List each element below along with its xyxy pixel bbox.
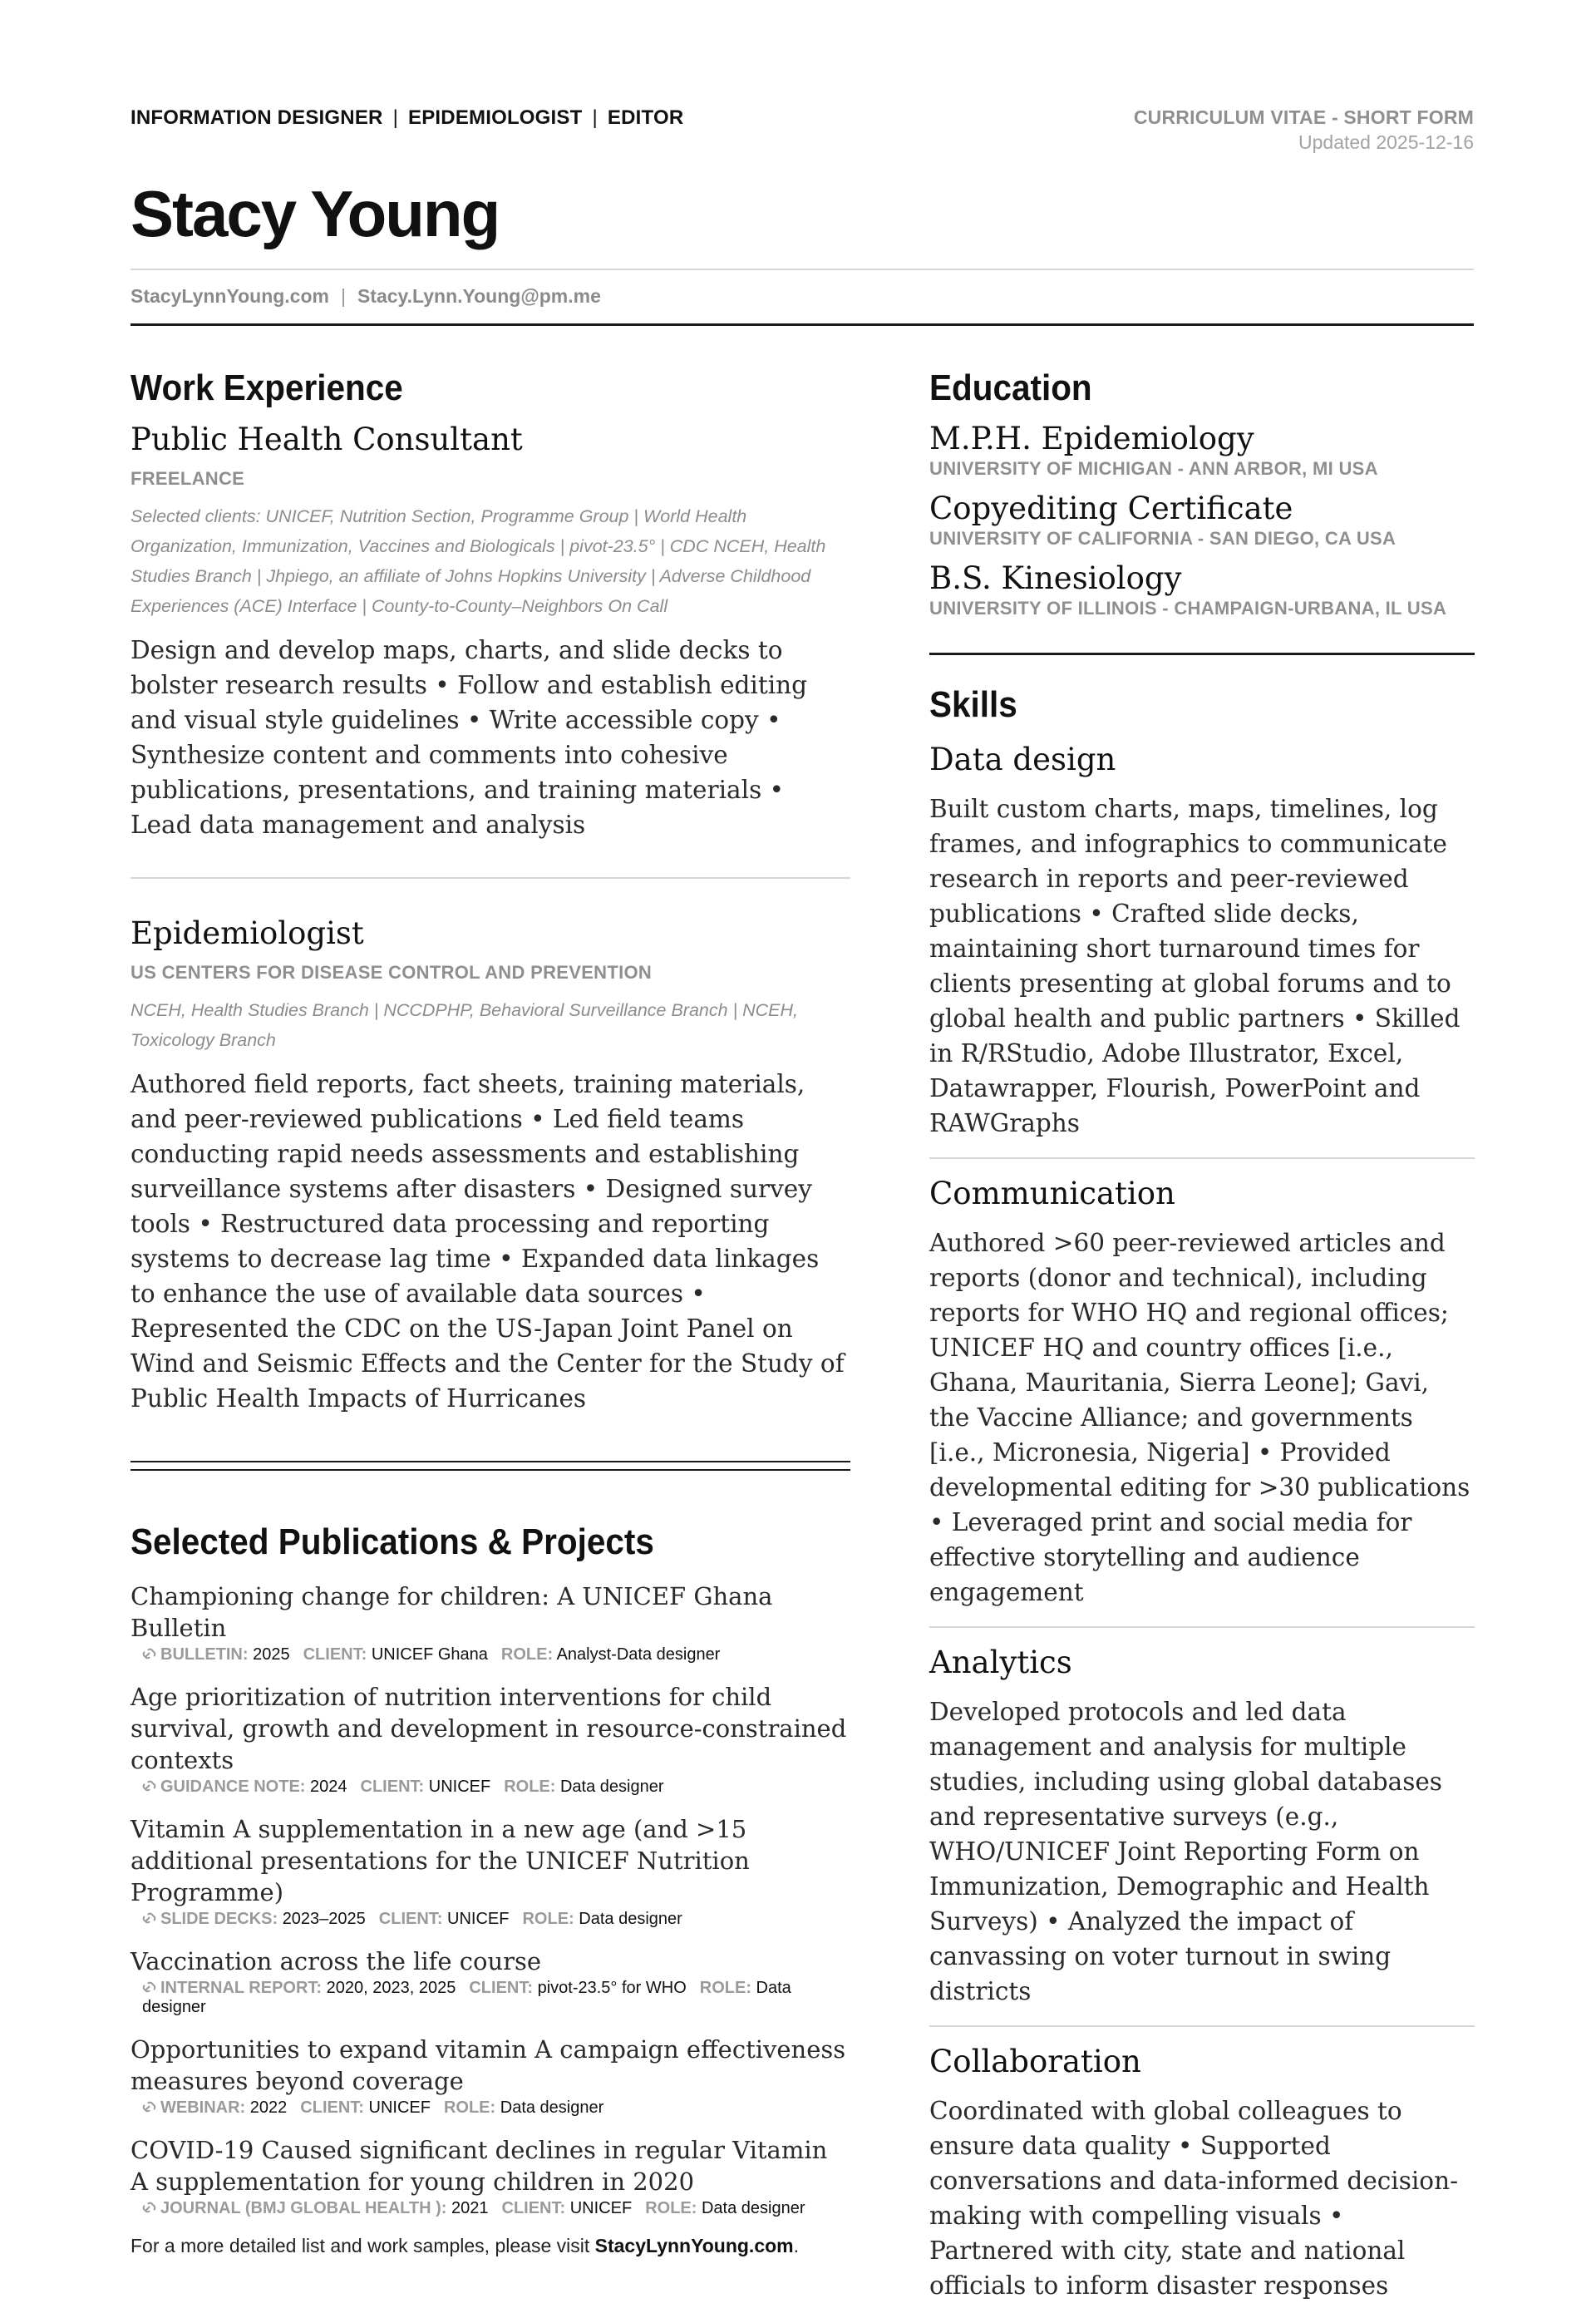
cv-page <box>131 0 1474 2300</box>
left-column <box>131 363 850 2257</box>
job-description: Design and develop maps, charts, and slide decks to bolster research results • Follow and establish editing and visual style guidelines • Write accessible copy • Synthesize content and comments into cohesive publications, presentations, and training materials • Lead data management and analysis <box>131 636 808 839</box>
job-clients: NCEH, Health Studies Branch | NCCDPHP, Behavioral Surveillance Branch | NCEH, Toxicology Branch <box>131 1000 799 1050</box>
publication-item <box>131 2134 850 2218</box>
degree: B.S. Kinesiology <box>929 560 1182 596</box>
cv-label: CURRICULUM VITAE - SHORT FORM <box>1133 106 1474 128</box>
publication-title: Vitamin A supplementation in a new age (and >15 additional presentations for the UNICEF Nutrition Programme) <box>131 1815 750 1906</box>
updated-date: Updated 2025-12-16 <box>1298 131 1474 153</box>
title-2: EPIDEMIOLOGIST <box>408 106 583 129</box>
degree: M.P.H. Epidemiology <box>929 421 1254 456</box>
skill-title: Data design <box>929 742 1116 777</box>
publication-item <box>131 2034 850 2118</box>
section-divider <box>929 1626 1475 1628</box>
publication-meta: INTERNAL REPORT: 2020, 2023, 2025 CLIENT: pivot-23.5° for WHO ROLE: Data designer <box>142 1979 791 2016</box>
title-3: EDITOR <box>607 106 684 129</box>
job-clients: Selected clients: UNICEF, Nutrition Section, Programme Group | World Health Organization, Immunization, Vaccines and Biologicals | pivot-23.5° | CDC NCEH, Health Studies Branch | Jhpiego, an affiliate of Johns Hopkins University | Adverse Childhood Experiences (ACE) Interface | County-to-County–Neighbors On Call <box>131 506 826 616</box>
school: UNIVERSITY OF MICHIGAN - ANN ARBOR, MI USA <box>929 458 1378 479</box>
education-heading: Education <box>929 367 1092 408</box>
skill-title: Communication <box>929 1176 1175 1211</box>
publication-meta: WEBINAR: 2022 CLIENT: UNICEF ROLE: Data designer <box>142 2098 850 2118</box>
professional-titles: INFORMATION DESIGNER | EPIDEMIOLOGIST | EDITOR <box>131 106 684 129</box>
publication-title: Age prioritization of nutrition interventions for child survival, growth and development in resource-constrained contexts <box>131 1683 847 1774</box>
job-description: Authored field reports, fact sheets, training materials, and peer-reviewed publications • Led field teams conducting rapid needs assessments and establishing surveillance systems after disasters • Designed survey tools • Restructured data processing and reporting systems to decrease lag time • Expanded data linkages to enhance the use of available data sources • Represented the CDC on the US-Japan Joint Panel on Wind and Seismic Effects and the Center for the Study of Public Health Impacts of Hurricanes <box>131 1070 845 1413</box>
website-link[interactable]: StacyLynnYoung.com <box>131 285 329 307</box>
job-title: Epidemiologist <box>131 915 364 951</box>
publication-list <box>131 1581 850 2218</box>
section-rule <box>929 653 1475 655</box>
double-rule-bottom <box>131 1469 850 1471</box>
skill-description: Developed protocols and led data management and analysis for multiple studies, including using global databases and representative surveys (e.g., WHO/UNICEF Joint Reporting Form on Immunization, Demographic and Health Surveys) • Analyzed the impact of canvassing on voter turnout in swing districts <box>929 1698 1442 2005</box>
publication-title: COVID-19 Caused significant declines in regular Vitamin A supplementation for young children in 2020 <box>131 2136 828 2196</box>
publication-title: Vaccination across the life course <box>131 1947 542 1975</box>
education-item <box>929 560 1478 619</box>
publication-meta: JOURNAL (BMJ GLOBAL HEALTH ): 2021 CLIENT: UNICEF ROLE: Data designer <box>142 2199 850 2218</box>
publications-heading: Selected Publications & Projects <box>131 1521 654 1562</box>
link-icon[interactable] <box>142 1980 160 1994</box>
website-footer-link[interactable]: StacyLynnYoung.com <box>594 2235 794 2256</box>
job-entry <box>131 420 850 842</box>
email-link[interactable]: Stacy.Lynn.Young@pm.me <box>357 285 601 307</box>
skill-item <box>929 2042 1478 2303</box>
divider <box>131 269 1474 270</box>
cv-form-label <box>1134 106 1474 154</box>
title-1: INFORMATION DESIGNER <box>131 106 383 129</box>
work-heading: Work Experience <box>131 367 403 408</box>
skill-description: Coordinated with global colleagues to ensure data quality • Supported conversations and data-informed decision-making with compelling visuals • Partnered with city, state and national officials to inform disaster responses <box>929 2097 1459 2300</box>
publication-meta: GUIDANCE NOTE: 2024 CLIENT: UNICEF ROLE: Data designer <box>142 1778 850 1797</box>
skills-heading: Skills <box>929 684 1017 725</box>
skill-item <box>929 1174 1478 1610</box>
skill-item <box>929 1643 1478 2009</box>
link-icon[interactable] <box>142 1647 160 1660</box>
section-divider <box>929 1157 1475 1159</box>
degree: Copyediting Certificate <box>929 491 1293 526</box>
publication-item <box>131 1945 850 2017</box>
school: UNIVERSITY OF ILLINOIS - CHAMPAIGN-URBANA, IL USA <box>929 598 1447 619</box>
publication-title: Opportunities to expand vitamin A campaign effectiveness measures beyond coverage <box>131 2035 846 2095</box>
publication-meta: BULLETIN: 2025 CLIENT: UNICEF Ghana ROLE: Analyst-Data designer <box>142 1645 850 1664</box>
link-icon[interactable] <box>142 1779 160 1793</box>
education-list <box>929 420 1478 619</box>
publication-item <box>131 1813 850 1929</box>
publication-meta: SLIDE DECKS: 2023–2025 CLIENT: UNICEF ROLE: Data designer <box>142 1910 850 1929</box>
education-item <box>929 420 1478 480</box>
right-column <box>929 363 1478 2303</box>
education-item <box>929 490 1478 550</box>
job-title: Public Health Consultant <box>131 422 523 457</box>
job-entry <box>131 914 850 1416</box>
publication-item <box>131 1681 850 1797</box>
header-rule <box>131 323 1474 326</box>
double-rule-top <box>131 1461 850 1462</box>
skill-description: Authored >60 peer-reviewed articles and reports (donor and technical), including reports for WHO HQ and regional offices; UNICEF HQ and country offices [i.e., Ghana, Mauritania, Sierra Leone]; Gavi, the Vaccine Alliance; and governments [i.e., Micronesia, Nigeria] • Provided developmental editing for >30 publications • Leveraged print and social media for effective storytelling and audience engagement <box>929 1229 1470 1606</box>
person-name: Stacy Young <box>131 177 500 250</box>
link-icon[interactable] <box>142 2201 160 2214</box>
skill-title: Analytics <box>929 1645 1072 1680</box>
link-icon[interactable] <box>142 2100 160 2113</box>
job-org: US CENTERS FOR DISEASE CONTROL AND PREVENTION <box>131 962 653 983</box>
link-icon[interactable] <box>142 1911 160 1925</box>
section-divider <box>929 2025 1475 2027</box>
publication-title: Championing change for children: A UNICEF Ghana Bulletin <box>131 1582 773 1642</box>
school: UNIVERSITY OF CALIFORNIA - SAN DIEGO, CA USA <box>929 528 1396 549</box>
skill-item <box>929 740 1478 1141</box>
job-org: FREELANCE <box>131 468 245 489</box>
skill-description: Built custom charts, maps, timelines, log frames, and infographics to communicate research in reports and peer-reviewed publications • Crafted slide decks, maintaining short turnaround times for clients presenting at global forums and to global health and public partners • Skilled in R/RStudio, Adobe Illustrator, Excel, Datawrapper, Flourish, PowerPoint and RAWGraphs <box>929 795 1461 1137</box>
contact-line: StacyLynnYoung.com | Stacy.Lynn.Young@pm.me <box>131 285 601 307</box>
skill-title: Collaboration <box>929 2044 1141 2079</box>
publications-footer: For a more detailed list and work samples, please visit StacyLynnYoung.com. <box>131 2235 800 2256</box>
section-divider <box>131 877 850 879</box>
publication-item <box>131 1581 850 1664</box>
